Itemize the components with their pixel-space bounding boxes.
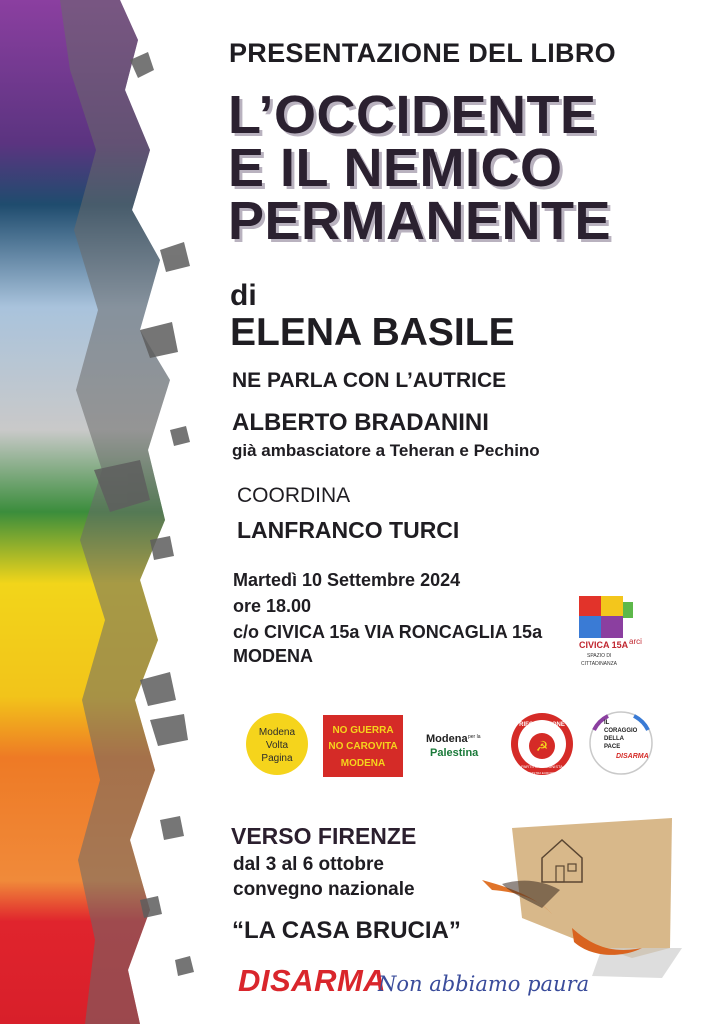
event-place: c/o CIVICA 15a VIA RONCAGLIA 15a xyxy=(233,622,543,642)
nog-line-1: NO GUERRA xyxy=(332,725,394,736)
arci-mark: arci xyxy=(629,637,642,646)
civica-name: CIVICA 15A xyxy=(579,640,629,650)
coordinator-name: LANFRANCO TURCI xyxy=(237,517,460,543)
civica-15a-logo xyxy=(577,596,647,673)
cp-line-4: PACE xyxy=(604,744,621,750)
modena-per-la-palestina-logo xyxy=(424,728,484,767)
rifondazione-logo xyxy=(510,712,574,781)
event-time: ore 18.00 xyxy=(233,596,312,616)
speaker-name: ALBERTO BRADANINI xyxy=(232,409,489,436)
verso-firenze: VERSO FIRENZE xyxy=(231,823,417,849)
modena-volta-pagina-logo xyxy=(245,712,309,781)
by-label: di xyxy=(230,279,257,312)
mvp-line-2: Volta xyxy=(265,740,289,751)
nog-line-3: MODENA xyxy=(340,758,386,769)
speaker-role: già ambasciatore a Teheran e Pechino xyxy=(232,441,540,460)
book-title-line-1: L’OCCIDENTE xyxy=(228,85,597,145)
coordinator-label: COORDINA xyxy=(237,484,351,507)
nog-line-2: NO CAROVITA xyxy=(328,741,398,752)
event-date: Martedì 10 Settembre 2024 xyxy=(233,570,461,590)
cp-line-1: IL xyxy=(604,720,610,726)
cp-line-3: DELLA xyxy=(604,736,624,742)
cp-line-5: DISARMA xyxy=(616,753,649,760)
no-guerra-logo xyxy=(323,715,403,782)
rc-line-1: RIFONDAZIONE xyxy=(519,722,565,728)
rc-line-2: PARTITO COMUNISTA xyxy=(521,764,563,769)
la-casa-brucia: “LA CASA BRUCIA” xyxy=(232,917,461,944)
book-title-line-3: PERMANENTE xyxy=(228,191,612,251)
conference-type: convegno nazionale xyxy=(233,879,415,900)
conference-dates: dal 3 al 6 ottobre xyxy=(233,854,384,875)
civica-sub1: SPAZIO DI xyxy=(587,653,612,659)
mpp-line-3: Palestina xyxy=(430,747,479,759)
painted-rock-strip xyxy=(0,0,210,1024)
mpp-line-1: Modena xyxy=(426,733,468,745)
mvp-line-3: Pagina xyxy=(261,753,293,764)
speaker-intro: NE PARLA CON L’AUTRICE xyxy=(232,369,507,392)
disarma-logo-text: DISARMA xyxy=(238,963,387,998)
non-abbiamo-paura-text: Non abbiamo paura xyxy=(378,972,590,996)
rc-line-3: SINISTRA EUROPEA xyxy=(527,771,557,775)
coraggio-della-pace-logo xyxy=(588,710,654,781)
mvp-line-1: Modena xyxy=(258,727,296,738)
author-name: ELENA BASILE xyxy=(230,311,515,354)
mpp-line-2: per la xyxy=(468,734,481,740)
cp-line-2: CORAGGIO xyxy=(604,728,638,734)
book-title-line-2: E IL NEMICO xyxy=(228,138,563,198)
event-city: MODENA xyxy=(233,646,313,666)
pre-title: PRESENTAZIONE DEL LIBRO xyxy=(229,38,616,68)
civica-sub2: CITTADINANZA xyxy=(581,661,618,667)
burning-house-drawing-icon xyxy=(482,818,692,988)
hammer-sickle-icon: ☭ xyxy=(535,739,549,755)
